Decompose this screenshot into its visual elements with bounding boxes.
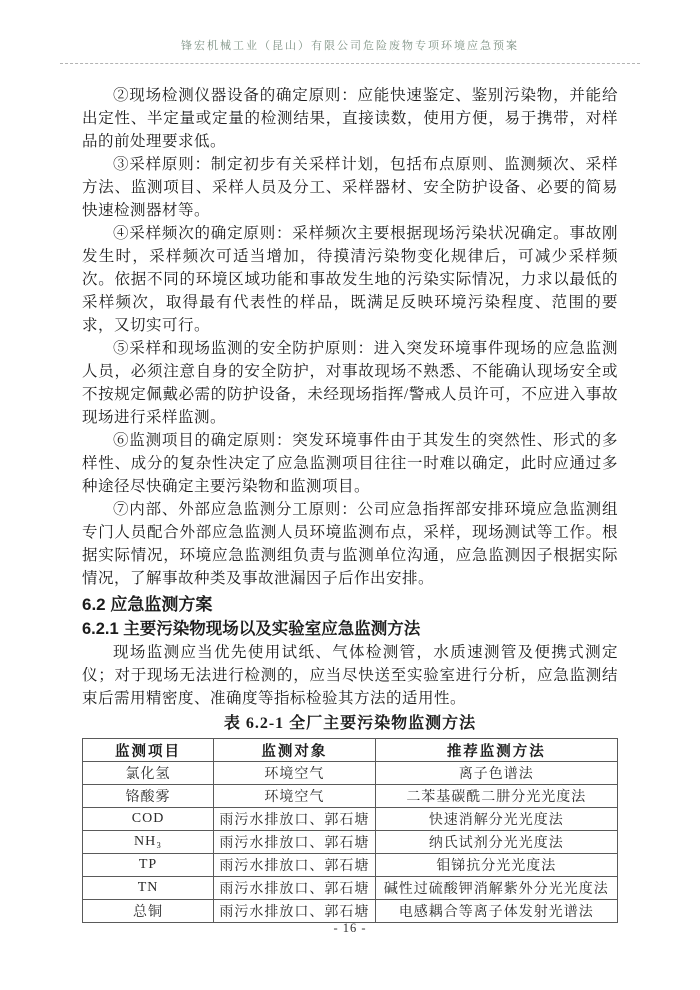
table-row xyxy=(83,854,618,877)
section-heading-6-2-1: 6.2.1 主要污染物现场以及实验室应急监测方法 xyxy=(82,620,421,638)
cell-method: 碱性过硫酸钾消解紫外分光光度法 xyxy=(375,877,617,900)
column-header-recommended-method: 推荐监测方法 xyxy=(375,739,617,762)
page-number: - 16 - xyxy=(333,921,367,935)
cell-method: 钼锑抗分光光度法 xyxy=(375,854,617,877)
paragraph-field-monitoring: 现场监测应当优先使用试纸、气体检测管，水质速测管及便携式测定仪；对于现场无法进行检测的，应当尽快送至实验室进行分析，应急监测结束后需用精密度、准确度等指标检验其方法的适用性。 xyxy=(82,644,618,707)
paragraph-instrument-principle: ②现场检测仪器设备的确定原则：应能快速鉴定、鉴别污染物，并能给出定性、半定量或定量的检测结果，直接读数，使用方便，易于携带，对样品的前处理要求低。 xyxy=(82,87,618,150)
cell-object: 雨污水排放口、郭石塘 xyxy=(214,900,376,923)
document-header xyxy=(60,38,640,64)
column-header-monitoring-object: 监测对象 xyxy=(214,739,376,762)
cell-method: 快速消解分光光度法 xyxy=(375,808,617,831)
cell-method: 电感耦合等离子体发射光谱法 xyxy=(375,900,617,923)
cell-object: 环境空气 xyxy=(214,762,376,785)
paragraph-monitoring-items: ⑥监测项目的确定原则：突发环境事件由于其发生的突然性、形式的多样性、成分的复杂性决定了应急监测项目往往一时难以确定，此时应通过多种途径尽快确定主要污染物和监测项目。 xyxy=(82,432,618,495)
cell-object: 雨污水排放口、郭石塘 xyxy=(214,877,376,900)
column-header-monitoring-item: 监测项目 xyxy=(83,739,214,762)
table-row xyxy=(83,762,618,785)
cell-method: 二苯基碳酰二肼分光光度法 xyxy=(375,785,617,808)
table-row xyxy=(83,877,618,900)
table-row xyxy=(83,831,618,854)
cell-item: NH₃ xyxy=(83,831,214,854)
cell-item: 氯化氢 xyxy=(83,762,214,785)
cell-item: TN xyxy=(83,877,214,900)
paragraph-sampling-principle: ③采样原则：制定初步有关采样计划，包括布点原则、监测频次、采样方法、监测项目、采样人员及分工、采样器材、安全防护设备、必要的简易快速检测器材等。 xyxy=(82,156,618,219)
table-title: 表 6.2-1 全厂主要污染物监测方法 xyxy=(223,715,477,732)
table-row xyxy=(83,785,618,808)
table-row xyxy=(83,808,618,831)
cell-item: 总铜 xyxy=(83,900,214,923)
cell-item: COD xyxy=(83,808,214,831)
pollutant-monitoring-table xyxy=(82,738,618,923)
cell-item: TP xyxy=(83,854,214,877)
table-header-row xyxy=(83,739,618,762)
cell-object: 环境空气 xyxy=(214,785,376,808)
cell-object: 雨污水排放口、郭石塘 xyxy=(214,854,376,877)
section-heading-6-2: 6.2 应急监测方案 xyxy=(82,595,213,614)
table-row xyxy=(83,900,618,923)
cell-method: 纳氏试剂分光光度法 xyxy=(375,831,617,854)
paragraph-division-of-work: ⑦内部、外部应急监测分工原则：公司应急指挥部安排环境应急监测组专门人员配合外部应急监测人员环境监测布点，采样，现场测试等工作。根据实际情况，环境应急监测组负责与监测单位沟通，应急监测因子根据实际情况，了解事故种类及事故泄漏因子后作出安排。 xyxy=(82,501,618,587)
document-header-title: 锋宏机械工业（昆山）有限公司危险废物专项环境应急预案 xyxy=(181,40,519,52)
cell-method: 离子色谱法 xyxy=(375,762,617,785)
cell-item: 铬酸雾 xyxy=(83,785,214,808)
document-content xyxy=(82,84,618,923)
paragraph-sampling-frequency: ④采样频次的确定原则：采样频次主要根据现场污染状况确定。事故刚发生时，采样频次可适当增加，待摸清污染物变化规律后，可减少采样频次。依据不同的环境区域功能和事故发生地的污染实际情况，力求以最低的采样频次，取得最有代表性的样品，既满足反映环境污染程度、范围的要求，又切实可行。 xyxy=(82,225,618,334)
paragraph-safety-protection: ⑤采样和现场监测的安全防护原则：进入突发环境事件现场的应急监测人员，必须注意自身的安全防护，对事故现场不熟悉、不能确认现场安全或不按规定佩戴必需的防护设备，未经现场指挥/警戒人员许可，不应进入事故现场进行采样监测。 xyxy=(82,340,618,426)
cell-object: 雨污水排放口、郭石塘 xyxy=(214,808,376,831)
cell-object: 雨污水排放口、郭石塘 xyxy=(214,831,376,854)
